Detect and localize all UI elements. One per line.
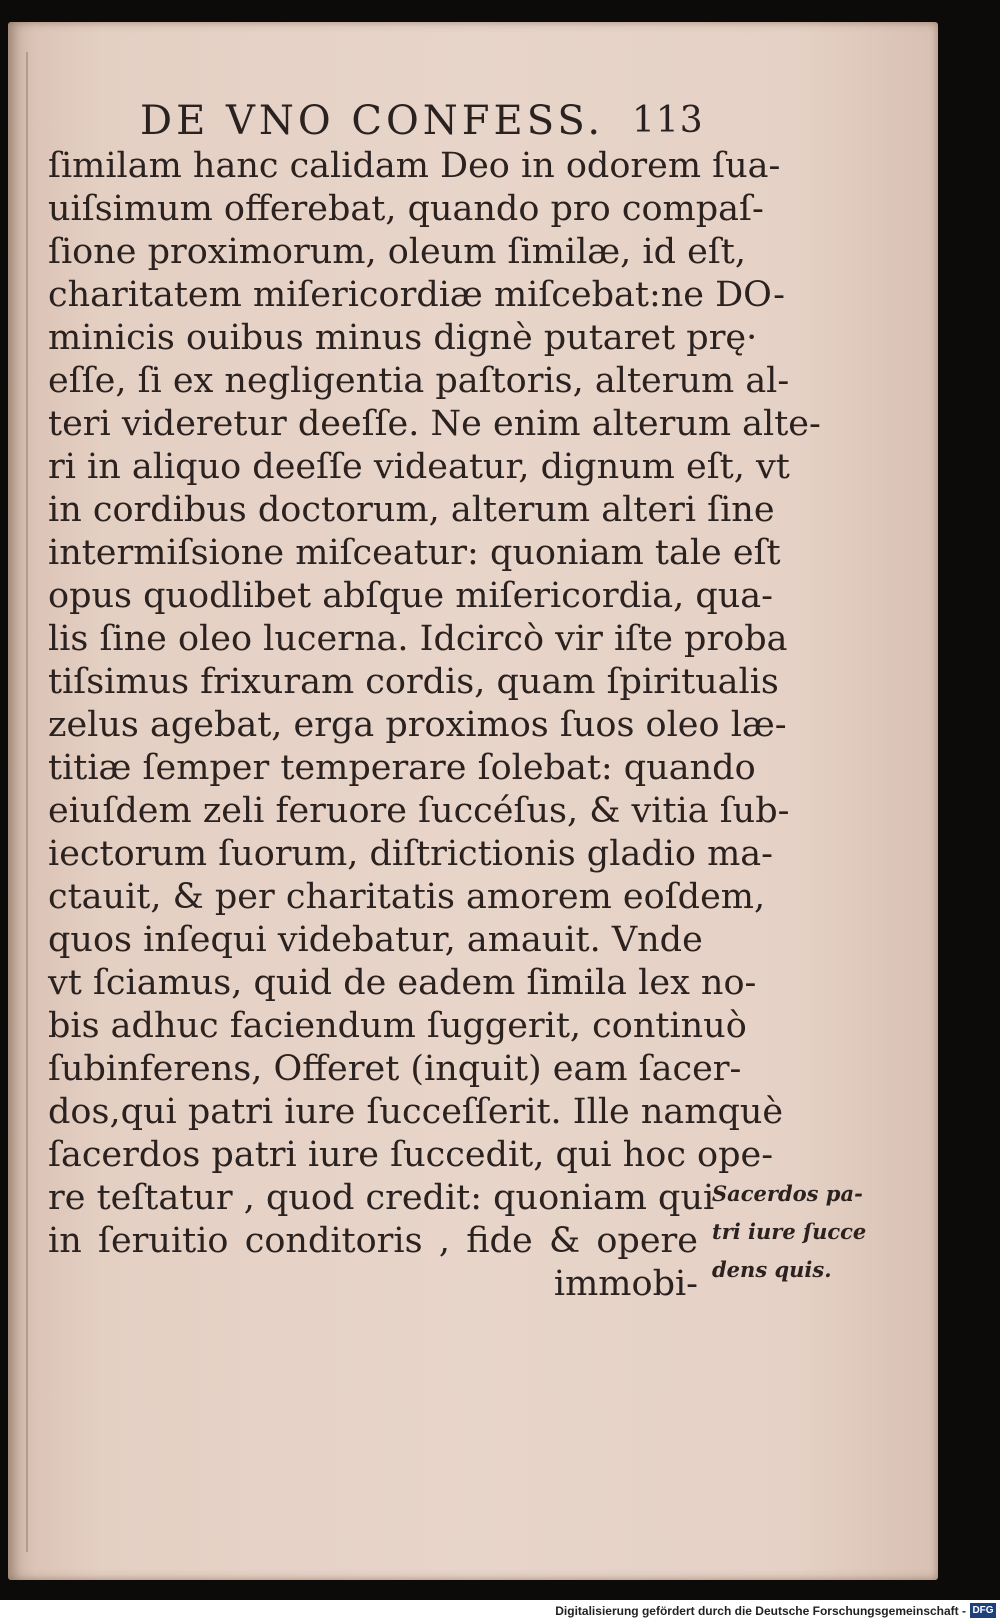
- text-line: eiuſdem zeli feruore ſuccéſus, & vitia ſub-: [48, 791, 790, 831]
- text-line: ſimilam hanc calidam Deo in odorem ſua-: [48, 146, 781, 186]
- digitization-footer: [0, 1600, 1000, 1623]
- text-line: uiſsimum offerebat, quando pro compaſ-: [48, 189, 764, 229]
- text-line: opus quodlibet abſque miſericordia, qua-: [48, 576, 773, 616]
- marginal-note-line: dens quis.: [712, 1257, 832, 1282]
- text-line: ſione proximorum, oleum ſimilæ, id eſt,: [48, 232, 747, 272]
- funding-credit: Digitalisierung gefördert durch die Deutsche Forschungsgemeinschaft -: [555, 1604, 966, 1618]
- text-line: minicis ouibus minus dignè putaret prę·: [48, 318, 758, 358]
- text-line: zelus agebat, erga proximos ſuos oleo læ-: [48, 705, 787, 745]
- text-line: iectorum ſuorum, diſtrictionis gladio ma-: [48, 834, 773, 874]
- marginal-note-line: Sacerdos pa-: [712, 1181, 863, 1206]
- running-head: DE VNO CONFESS.: [140, 98, 605, 144]
- catchword: immobi-: [553, 1264, 698, 1304]
- text-line: re teſtatur , quod credit: quoniam qui: [48, 1178, 715, 1218]
- text-line: dos,qui patri iure ſucceſſerit. Ille namquè: [48, 1092, 784, 1132]
- text-line: in cordibus doctorum, alterum alteri ſine: [48, 490, 775, 530]
- page-gutter: [26, 52, 28, 1552]
- text-line: teri videretur deeſſe. Ne enim alterum alte-: [48, 404, 821, 444]
- text-line: ſubinferens, Offeret (inquit) eam ſacer-: [48, 1049, 742, 1089]
- page-number: 113: [632, 100, 704, 141]
- text-line: eſſe, ſi ex negligentia paſtoris, alterum al-: [48, 361, 790, 401]
- text-line: vt ſciamus, quid de eadem ſimila lex no-: [48, 963, 757, 1003]
- text-line: ri in aliquo deeſſe videatur, dignum eſt, vt: [48, 447, 790, 487]
- text-line: in ſeruitio conditoris , fide & opere: [48, 1221, 698, 1261]
- text-line: intermiſsione miſceatur: quoniam tale eſt: [48, 533, 781, 573]
- marginal-note-line: tri iure ſucce: [712, 1219, 867, 1244]
- text-line: ctauit, & per charitatis amorem eoſdem,: [48, 877, 766, 917]
- text-line: bis adhuc faciendum ſuggerit, continuò: [48, 1006, 747, 1046]
- text-line: titiæ ſemper temperare ſolebat: quando: [48, 748, 756, 788]
- dfg-logo: DFG: [970, 1603, 996, 1618]
- text-line: lis ſine oleo lucerna. Idcircò vir iſte proba: [48, 619, 788, 659]
- text-line: quos inſequi videbatur, amauit. Vnde: [48, 920, 703, 960]
- text-line: ſacerdos patri iure ſuccedit, qui hoc ope-: [48, 1135, 774, 1175]
- marginal-note: [712, 1175, 882, 1289]
- text-line: tiſsimus frixuram cordis, quam ſpiritualis: [48, 662, 779, 702]
- text-line: charitatem miſericordiæ miſcebat:ne DO-: [48, 275, 785, 315]
